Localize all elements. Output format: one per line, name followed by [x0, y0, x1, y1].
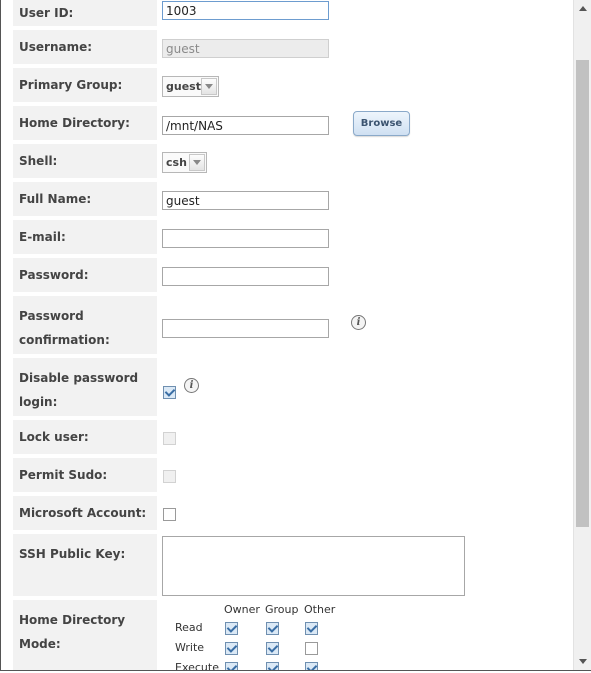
- vertical-scrollbar[interactable]: [573, 0, 591, 670]
- mode-header-group: Group: [265, 603, 299, 616]
- home-directory-label: Home Directory:: [13, 106, 157, 142]
- row-user-id: [13, 0, 573, 28]
- home-directory-mode-label: [13, 600, 157, 670]
- ssh-public-key-textarea[interactable]: [162, 536, 465, 596]
- email-input[interactable]: [162, 229, 329, 248]
- row-home-directory: [13, 106, 573, 142]
- password-confirmation-label-line1: Password: [19, 309, 84, 323]
- row-username: [13, 30, 573, 66]
- write-owner-checkbox[interactable]: [225, 642, 238, 655]
- row-disable-password-login: [13, 358, 573, 418]
- scrollbar-thumb[interactable]: [576, 60, 589, 527]
- primary-group-value: guest: [166, 80, 201, 93]
- row-home-directory-mode: [13, 600, 573, 670]
- row-primary-group: [13, 68, 573, 104]
- chevron-down-icon[interactable]: [189, 154, 205, 171]
- execute-other-checkbox[interactable]: [305, 662, 318, 670]
- ssh-public-key-label-text: SSH Public Key:: [19, 547, 126, 561]
- password-confirmation-label-line2: confirmation:: [19, 333, 110, 347]
- row-microsoft-account: [13, 496, 573, 532]
- read-owner-checkbox[interactable]: [225, 622, 238, 635]
- lock-user-label: Lock user:: [13, 420, 157, 456]
- shell-select[interactable]: [162, 152, 207, 173]
- username-label: Username:: [13, 30, 157, 66]
- disable-password-login-checkbox[interactable]: [163, 386, 176, 399]
- password-confirmation-input[interactable]: [162, 319, 329, 338]
- username-input: [162, 39, 329, 58]
- write-group-checkbox[interactable]: [266, 642, 279, 655]
- primary-group-label: Primary Group:: [13, 68, 157, 104]
- row-password-confirmation: [13, 296, 573, 356]
- execute-group-checkbox[interactable]: [266, 662, 279, 670]
- row-ssh-public-key: [13, 534, 573, 598]
- row-lock-user: [13, 420, 573, 456]
- microsoft-account-checkbox[interactable]: [163, 508, 176, 521]
- user-form: [1, 0, 573, 670]
- full-name-label: Full Name:: [13, 182, 157, 218]
- lock-user-checkbox: [163, 432, 176, 445]
- mode-row-execute-label: Execute: [175, 661, 219, 670]
- shell-value: csh: [166, 156, 187, 169]
- info-icon[interactable]: i: [184, 378, 199, 393]
- user-id-label: User ID:: [13, 0, 157, 28]
- primary-group-select[interactable]: [162, 76, 219, 97]
- mode-row-write-label: Write: [175, 641, 205, 654]
- disable-password-login-label-line1: Disable password: [19, 371, 139, 385]
- read-group-checkbox[interactable]: [266, 622, 279, 635]
- row-shell: [13, 144, 573, 180]
- ssh-public-key-label: [13, 534, 157, 598]
- row-email: [13, 220, 573, 256]
- shell-label: Shell:: [13, 144, 157, 180]
- password-input[interactable]: [162, 267, 329, 286]
- row-permit-sudo: [13, 458, 573, 494]
- row-full-name: [13, 182, 573, 218]
- info-icon[interactable]: i: [351, 315, 366, 330]
- write-other-checkbox[interactable]: [305, 642, 318, 655]
- mode-header-other: Other: [304, 603, 336, 616]
- disable-password-login-label: [13, 358, 157, 418]
- permit-sudo-checkbox: [163, 470, 176, 483]
- browse-button[interactable]: Browse: [353, 111, 410, 136]
- read-other-checkbox[interactable]: [305, 622, 318, 635]
- password-confirmation-label: [13, 296, 157, 356]
- password-label: Password:: [13, 258, 157, 294]
- full-name-input[interactable]: [162, 191, 329, 210]
- permit-sudo-label: Permit Sudo:: [13, 458, 157, 494]
- email-label: E-mail:: [13, 220, 157, 256]
- home-directory-input[interactable]: [162, 116, 329, 135]
- execute-owner-checkbox[interactable]: [225, 662, 238, 670]
- scroll-down-arrow-icon[interactable]: [574, 653, 591, 670]
- row-password: [13, 258, 573, 294]
- mode-row-read-label: Read: [175, 621, 203, 634]
- disable-password-login-label-line2: login:: [19, 395, 58, 409]
- mode-header-owner: Owner: [224, 603, 260, 616]
- scroll-up-arrow-icon[interactable]: [574, 0, 591, 17]
- user-id-input[interactable]: [162, 1, 329, 20]
- microsoft-account-label: Microsoft Account:: [13, 496, 157, 532]
- home-directory-mode-label-line2: Mode:: [19, 637, 61, 651]
- chevron-down-icon[interactable]: [201, 78, 217, 95]
- home-directory-mode-label-line1: Home Directory: [19, 613, 126, 627]
